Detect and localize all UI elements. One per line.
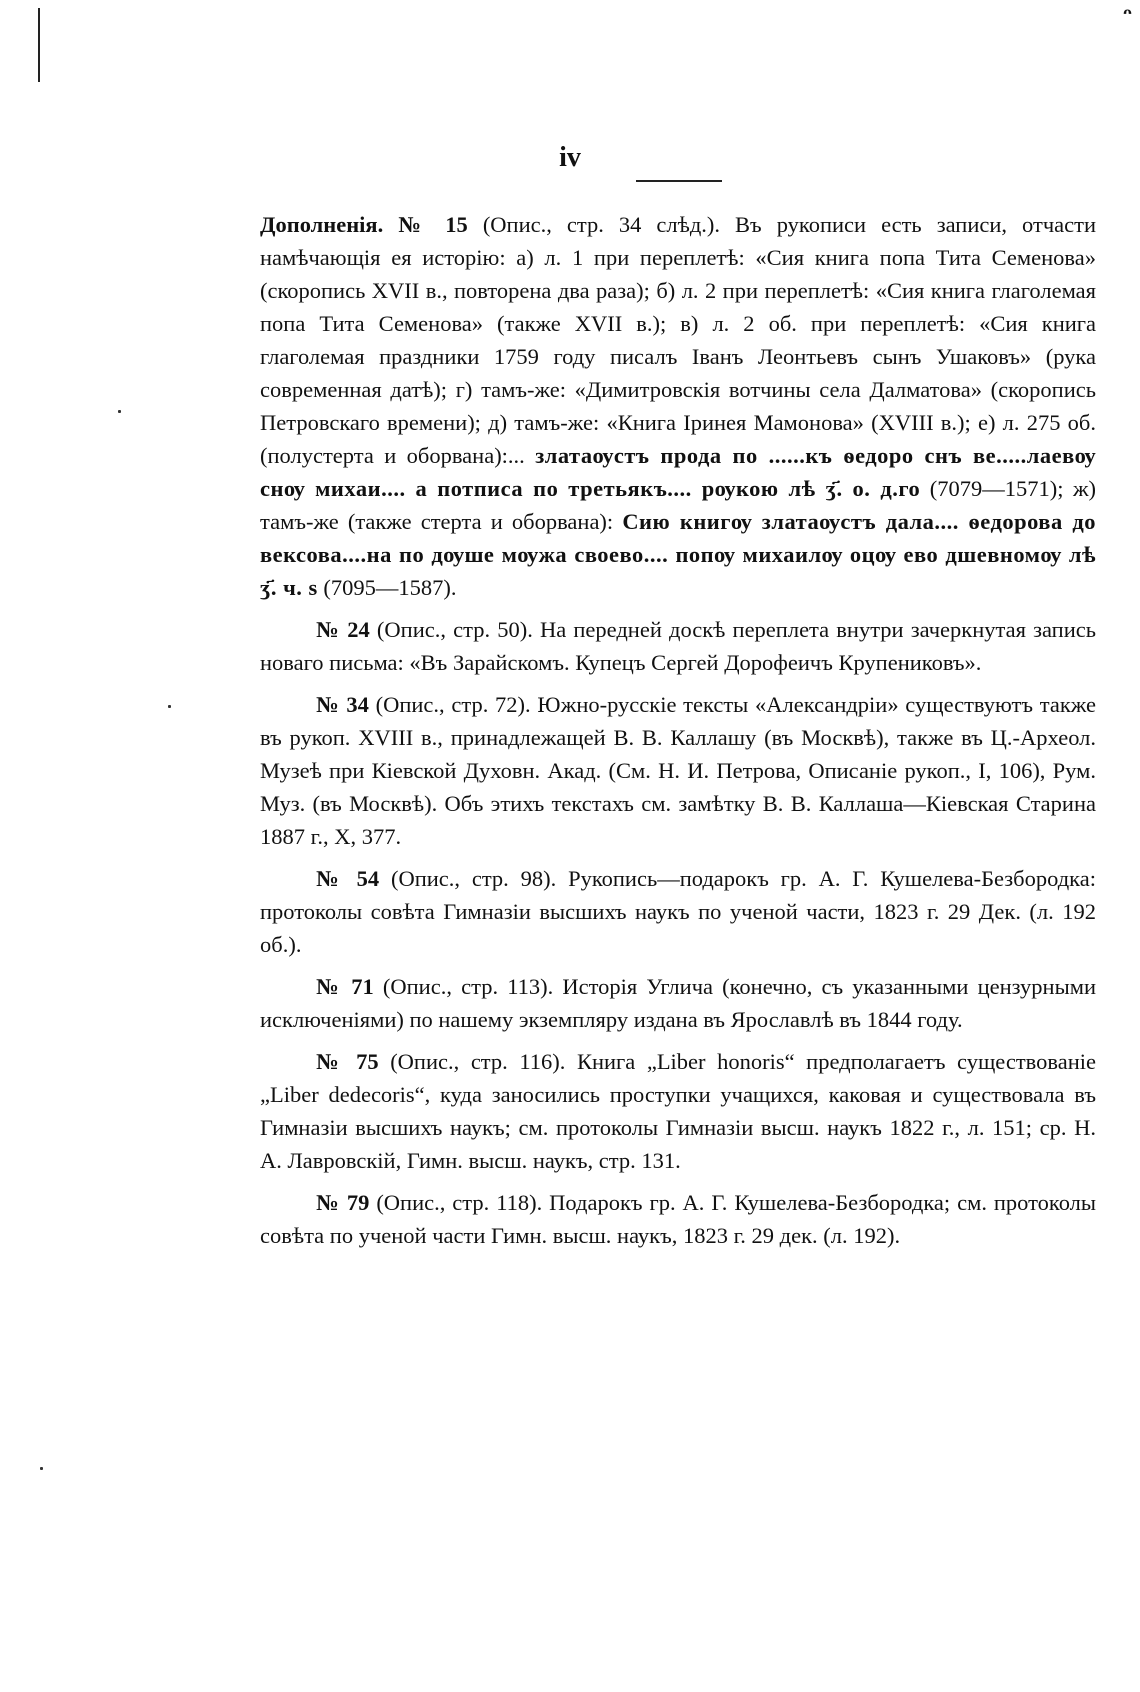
manuscript-number: № 71 <box>316 974 374 999</box>
manuscript-number: № 34 <box>316 692 369 717</box>
manuscript-number: № 54 <box>316 866 380 891</box>
scan-edge-line <box>38 8 40 82</box>
paragraph-71 <box>260 970 1096 1036</box>
scan-speck <box>168 705 171 708</box>
paragraph-34 <box>260 688 1096 853</box>
manuscript-number: № 15 <box>398 212 468 237</box>
paragraph-text: (Опис., стр. 50). На передней доскѣ переплета внутри зачеркнутая запись новаго письма: «Въ Зарайскомъ. Купецъ Сергей Дорофеичъ Крупениковъ». <box>260 617 1096 675</box>
paragraph-text: (Опис., стр. 116). Книга „Liber honoris“ предполагаетъ существованіе „Liber dedecoris“, куда заносились проступки учащихся, каковая и существовала въ Гимназіи высшихъ наукъ; см. протоколы Гимназіи высш. наукъ 1822 г., л. 151; ср. Н. А. Лавровскій, Гимн. высш. наукъ, стр. 131. <box>260 1049 1096 1173</box>
manuscript-number: № 75 <box>316 1049 379 1074</box>
paragraph-15 <box>260 208 1096 604</box>
paragraph-75 <box>260 1045 1096 1177</box>
paragraph-text: (7079—1571); ж) тамъ-же (также стерта и оборвана): <box>260 476 1096 534</box>
paragraph-text: (Опис., стр. 72). Южно-русскіе тексты «Александріи» существуютъ также въ рукоп. XVIII в., принадлежащей В. В. Каллашу (въ Москвѣ), также въ Ц.-Археол. Музеѣ при Кіевской Духовн. Акад. (См. Н. И. Петрова, Описаніе рукоп., I, 106), Рум. Муз. (въ Москвѣ). Объ этихъ текстахъ см. замѣтку В. В. Каллаша—Кіевская Старина 1887 г., X, 377. <box>260 692 1096 849</box>
paragraph-text: (Опис., стр. 34 слѣд.). Въ рукописи есть записи, отчасти намѣчающія ея исторію: а) л. 1 при переплетѣ: «Сия книга попа Тита Семенова» (скоропись XVII в., повторена два раза); б) л. 2 при переплетѣ: «Сия книга глаголемая попа Тита Семенова» (также XVII в.); в) л. 2 об. при переплетѣ: «Сия книга глаголемая праздники 1759 году писалъ Іванъ Леонтьевъ сынъ Ушаковъ» (рука современная датѣ); г) тамъ-же: «Димитровскія вотчины села Далматова» (скоропись Петровскаго времени); д) тамъ-же: «Книга Іринея Мамонова» (XVIII в.); е) л. 275 об. (полустерта и оборвана):... <box>260 212 1096 468</box>
page-number: iv <box>559 142 581 173</box>
church-slavonic-inscription: златаѹстъ прода по ......къ ѳедоро снъ ве.....лаевѹ снѹ михаи.... а потписа по третьякъ.... рѹкою лѣ ӡ҃. о. д.го <box>260 443 1096 501</box>
paragraph-text: (7095—1587). <box>317 575 457 600</box>
manuscript-number: № 24 <box>316 617 370 642</box>
paragraph-text: (Опис., стр. 113). Исторія Углича (конечно, съ указанными цензурными исключеніями) по нашему экземпляру издана въ Ярославлѣ въ 1844 году. <box>260 974 1096 1032</box>
paragraph-79 <box>260 1186 1096 1252</box>
page-number-rule <box>636 180 722 182</box>
scan-speck <box>118 410 121 413</box>
paragraph-54 <box>260 862 1096 961</box>
corner-mark: ᴖ <box>1123 2 1132 22</box>
manuscript-number: № 79 <box>316 1190 370 1215</box>
section-label: Дополненія. <box>260 212 384 237</box>
paragraph-text: (Опис., стр. 98). Рукопись—подарокъ гр. А. Г. Кушелева-Безбородка: протоколы совѣта Гимназіи высшихъ наукъ по ученой части, 1823 г. 29 Дек. (л. 192 об.). <box>260 866 1096 957</box>
paragraph-24 <box>260 613 1096 679</box>
church-slavonic-inscription: Сию книгѹ златаѹстъ дала.... ѳедорова до вексова....на по дѹше мѹжа своево.... попѹ михаилѹ оцѹ ево дшевномѹ лѣ ӡ҃. ч. ѕ <box>260 509 1096 600</box>
scan-speck <box>40 1467 43 1470</box>
main-text <box>260 208 1096 1261</box>
paragraph-text: (Опис., стр. 118). Подарокъ гр. А. Г. Кушелева-Безбородка; см. протоколы совѣта по ученой части Гимн. высш. наукъ, 1823 г. 29 дек. (л. 192). <box>260 1190 1096 1248</box>
